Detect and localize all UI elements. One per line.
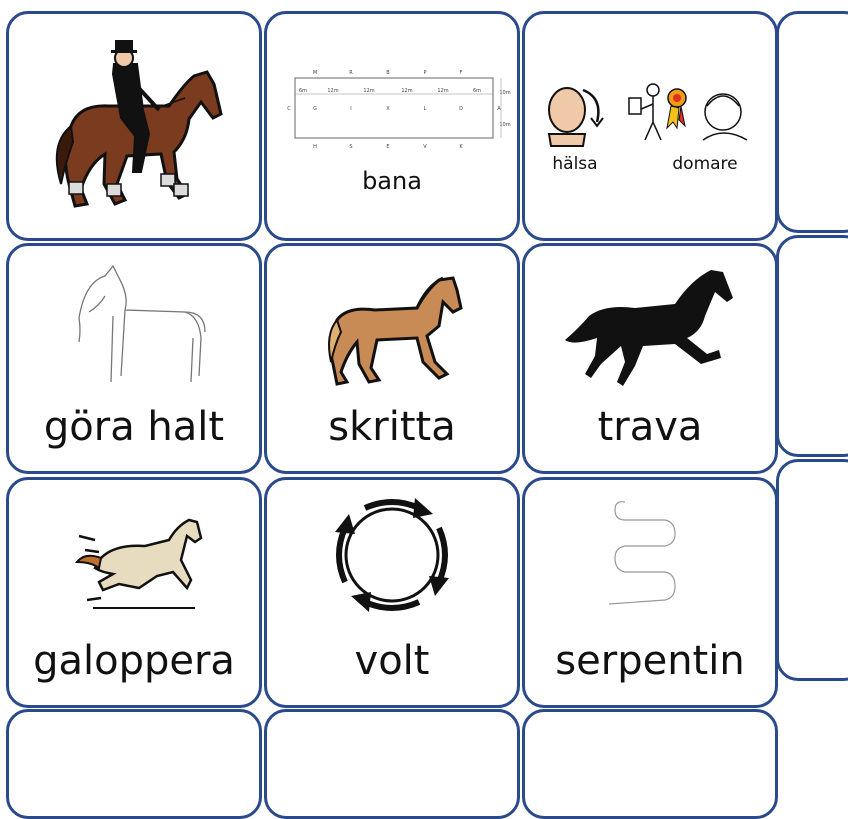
dressage-rider-icon (9, 14, 259, 238)
svg-text:M: M (312, 70, 318, 76)
serpentine-icon (525, 480, 775, 630)
card-label: volt (354, 638, 430, 684)
card-label: trava (597, 404, 703, 450)
greet-judge-icon (525, 14, 775, 154)
walking-horse-icon (267, 246, 517, 396)
card-halsa-domare[interactable] (522, 11, 778, 241)
card-label: skritta (328, 404, 456, 450)
card-label: göra halt (43, 404, 225, 450)
svg-text:R: R (349, 70, 353, 76)
svg-text:12m: 12m (327, 88, 339, 94)
svg-text:P: P (423, 70, 427, 76)
arena-diagram-icon (267, 14, 517, 174)
circle-arrows-icon (267, 480, 517, 630)
card-empty-2[interactable] (264, 709, 520, 819)
card-dressage-rider[interactable] (6, 11, 262, 241)
svg-text:10m: 10m (499, 122, 511, 128)
svg-text:10m: 10m (499, 90, 511, 96)
card-serpentin[interactable] (522, 477, 778, 708)
svg-text:D: D (459, 106, 463, 112)
svg-text:12m: 12m (401, 88, 413, 94)
svg-text:C: C (287, 106, 291, 112)
card-label: galoppera (33, 638, 235, 684)
svg-text:V: V (423, 144, 427, 150)
halt-horse-icon (9, 246, 259, 396)
svg-text:6m: 6m (298, 88, 308, 94)
card-bana[interactable] (264, 11, 520, 241)
card-gora-halt[interactable] (6, 243, 262, 474)
svg-text:S: S (349, 144, 353, 150)
svg-text:K: K (459, 144, 463, 150)
svg-text:6m: 6m (472, 88, 482, 94)
card-label: bana (362, 167, 422, 195)
card-galoppera[interactable] (6, 477, 262, 708)
card-skritta[interactable] (264, 243, 520, 474)
svg-text:G: G (313, 106, 317, 112)
card-partial-1[interactable] (776, 11, 848, 233)
trotting-horse-icon (525, 246, 775, 396)
card-empty-1[interactable] (6, 709, 262, 819)
card-volt[interactable] (264, 477, 520, 708)
svg-text:12m: 12m (363, 88, 375, 94)
svg-text:F: F (459, 70, 463, 76)
label-halsa: hälsa (552, 154, 598, 174)
card-partial-3[interactable] (776, 459, 848, 681)
card-label: serpentin (555, 638, 745, 684)
card-trava[interactable] (522, 243, 778, 474)
svg-text:X: X (386, 106, 390, 112)
card-empty-3[interactable] (522, 709, 778, 819)
svg-text:I: I (350, 106, 352, 112)
svg-text:E: E (386, 144, 390, 150)
svg-text:B: B (386, 70, 390, 76)
label-domare: domare (672, 154, 738, 174)
svg-text:A: A (497, 106, 501, 112)
svg-text:12m: 12m (437, 88, 449, 94)
galloping-horse-icon (9, 480, 259, 630)
svg-text:L: L (423, 106, 427, 112)
svg-text:H: H (313, 144, 317, 150)
card-partial-2[interactable] (776, 235, 848, 457)
